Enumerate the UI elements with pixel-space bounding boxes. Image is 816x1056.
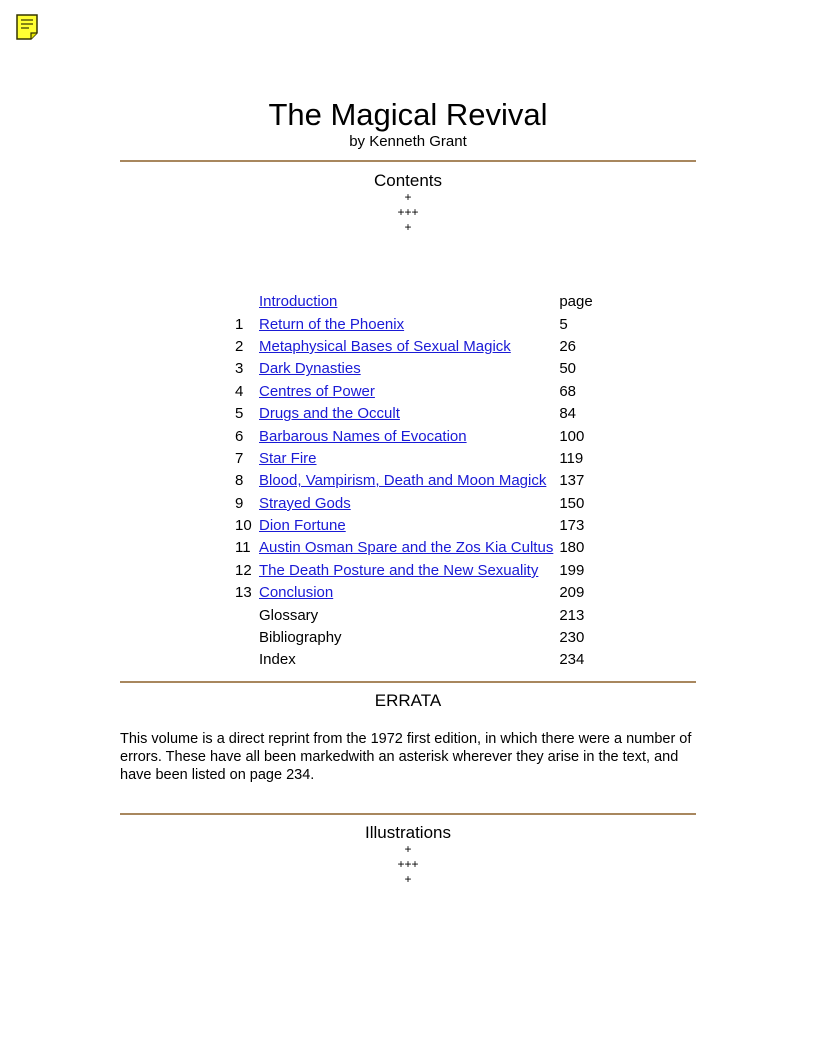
toc-chapter-number: 11: [235, 539, 251, 557]
toc-title-cell[interactable]: [257, 381, 555, 403]
toc-link[interactable]: Metaphysical Bases of Sexual Magick: [259, 337, 511, 355]
toc-chapter-number: 5: [235, 405, 244, 423]
toc-title-cell: [257, 649, 555, 671]
toc-link[interactable]: Strayed Gods: [259, 494, 351, 512]
toc-page-number: 119: [559, 449, 584, 467]
toc-row: [232, 649, 595, 671]
toc-page-number: 84: [559, 405, 577, 423]
toc-row: [232, 627, 595, 649]
toc-chapter-number: 6: [235, 427, 244, 445]
toc-link[interactable]: Dark Dynasties: [259, 360, 361, 378]
toc-title-cell[interactable]: [257, 425, 555, 447]
toc-row: [232, 515, 595, 537]
toc-link[interactable]: Dion Fortune: [259, 517, 346, 535]
toc-page-number: page: [559, 293, 593, 311]
illustrations-ornament-1: +: [404, 842, 412, 856]
toc-title-cell: [257, 627, 555, 649]
toc-title-cell[interactable]: [257, 493, 555, 515]
divider-rule: [120, 813, 696, 815]
toc-row: [232, 313, 595, 335]
toc-chapter-number: 10: [235, 517, 252, 535]
contents-ornament-3: +: [404, 220, 412, 234]
contents-ornament-2: +++: [397, 205, 419, 219]
errata-text: This volume is a direct reprint from the 1972 first edition, in which there were a number of errors. These have all been markedwith an asterisk wherever they arise in the text, and have been listed on page 234.: [120, 731, 692, 783]
toc-chapter-number: 1: [235, 315, 244, 333]
toc-row: [232, 493, 595, 515]
toc-row: [232, 425, 595, 447]
toc-row: [232, 470, 595, 492]
author-line: by Kenneth Grant: [349, 133, 467, 150]
toc-page-number: 68: [559, 382, 577, 400]
toc-title-cell[interactable]: [257, 582, 555, 604]
illustrations-heading: Illustrations: [365, 823, 451, 842]
toc-title: Index: [259, 651, 296, 669]
toc-link[interactable]: Barbarous Names of Evocation: [259, 427, 467, 445]
contents-ornament-1: +: [404, 190, 412, 204]
toc-chapter-number: 12: [235, 561, 252, 579]
toc-title-cell[interactable]: [257, 515, 555, 537]
page-title: The Magical Revival: [268, 97, 548, 132]
toc-row: [232, 358, 595, 380]
toc-title: Glossary: [259, 606, 319, 624]
toc-page-number: 173: [559, 517, 585, 535]
toc-title-cell[interactable]: [257, 336, 555, 358]
toc-title-cell[interactable]: [257, 470, 555, 492]
toc-chapter-number: [232, 649, 257, 671]
toc-chapter-number: 13: [235, 584, 252, 602]
toc-page-number: 180: [559, 539, 585, 557]
toc-page-number: 199: [559, 561, 585, 579]
toc-chapter-number: 8: [235, 472, 244, 490]
toc-link[interactable]: Star Fire: [259, 449, 317, 467]
toc-link[interactable]: Introduction: [259, 293, 338, 311]
toc-title-cell[interactable]: [257, 403, 555, 425]
toc-title-cell[interactable]: [257, 358, 555, 380]
toc-page-number: 5: [559, 315, 568, 333]
toc-link[interactable]: Conclusion: [259, 584, 334, 602]
toc-link[interactable]: Return of the Phoenix: [259, 315, 405, 333]
toc-page-number: 213: [559, 606, 585, 624]
toc-title-cell[interactable]: [257, 560, 555, 582]
toc-title-cell[interactable]: [257, 313, 555, 335]
illustrations-ornament-3: +: [404, 872, 412, 886]
toc-page-number: 150: [559, 494, 585, 512]
toc-chapter-number: [232, 604, 257, 626]
toc-row: [232, 448, 595, 470]
toc-row: [232, 560, 595, 582]
toc-page-number: 26: [559, 337, 577, 355]
toc-link[interactable]: Austin Osman Spare and the Zos Kia Cultus: [259, 539, 554, 557]
toc-chapter-number: 2: [235, 337, 244, 355]
toc-link[interactable]: Blood, Vampirism, Death and Moon Magick: [259, 472, 547, 490]
toc-chapter-number: [232, 627, 257, 649]
toc-page-number: 100: [559, 427, 585, 445]
sticky-note-icon[interactable]: [15, 13, 39, 41]
toc-chapter-number: 7: [235, 449, 244, 467]
toc-link[interactable]: Centres of Power: [259, 382, 375, 400]
toc-title: Bibliography: [259, 629, 342, 647]
toc-title-cell: [257, 604, 555, 626]
toc-chapter-number: 3: [235, 360, 244, 378]
divider-rule: [120, 160, 696, 162]
errata-heading: ERRATA: [374, 691, 442, 710]
toc-page-number: 230: [559, 629, 585, 647]
toc-page-number: 234: [559, 651, 585, 669]
toc-row: [232, 537, 595, 559]
toc-chapter-number: [232, 291, 257, 313]
table-of-contents: [232, 291, 595, 672]
toc-chapter-number: 9: [235, 494, 244, 512]
divider-rule: [120, 681, 696, 683]
toc-title-cell[interactable]: [257, 537, 555, 559]
toc-title-cell[interactable]: [257, 291, 555, 313]
toc-row: [232, 403, 595, 425]
toc-row: [232, 582, 595, 604]
toc-title-cell[interactable]: [257, 448, 555, 470]
toc-chapter-number: 4: [235, 382, 244, 400]
toc-row: [232, 336, 595, 358]
illustrations-ornament-2: +++: [397, 857, 419, 871]
toc-row: [232, 604, 595, 626]
toc-row: [232, 381, 595, 403]
toc-page-number: 50: [559, 360, 577, 378]
toc-row: [232, 291, 595, 313]
toc-link[interactable]: The Death Posture and the New Sexuality: [259, 561, 539, 579]
toc-link[interactable]: Drugs and the Occult: [259, 405, 400, 423]
contents-heading: Contents: [373, 171, 443, 190]
toc-page-number: 209: [559, 584, 585, 602]
toc-page-number: 137: [559, 472, 585, 490]
